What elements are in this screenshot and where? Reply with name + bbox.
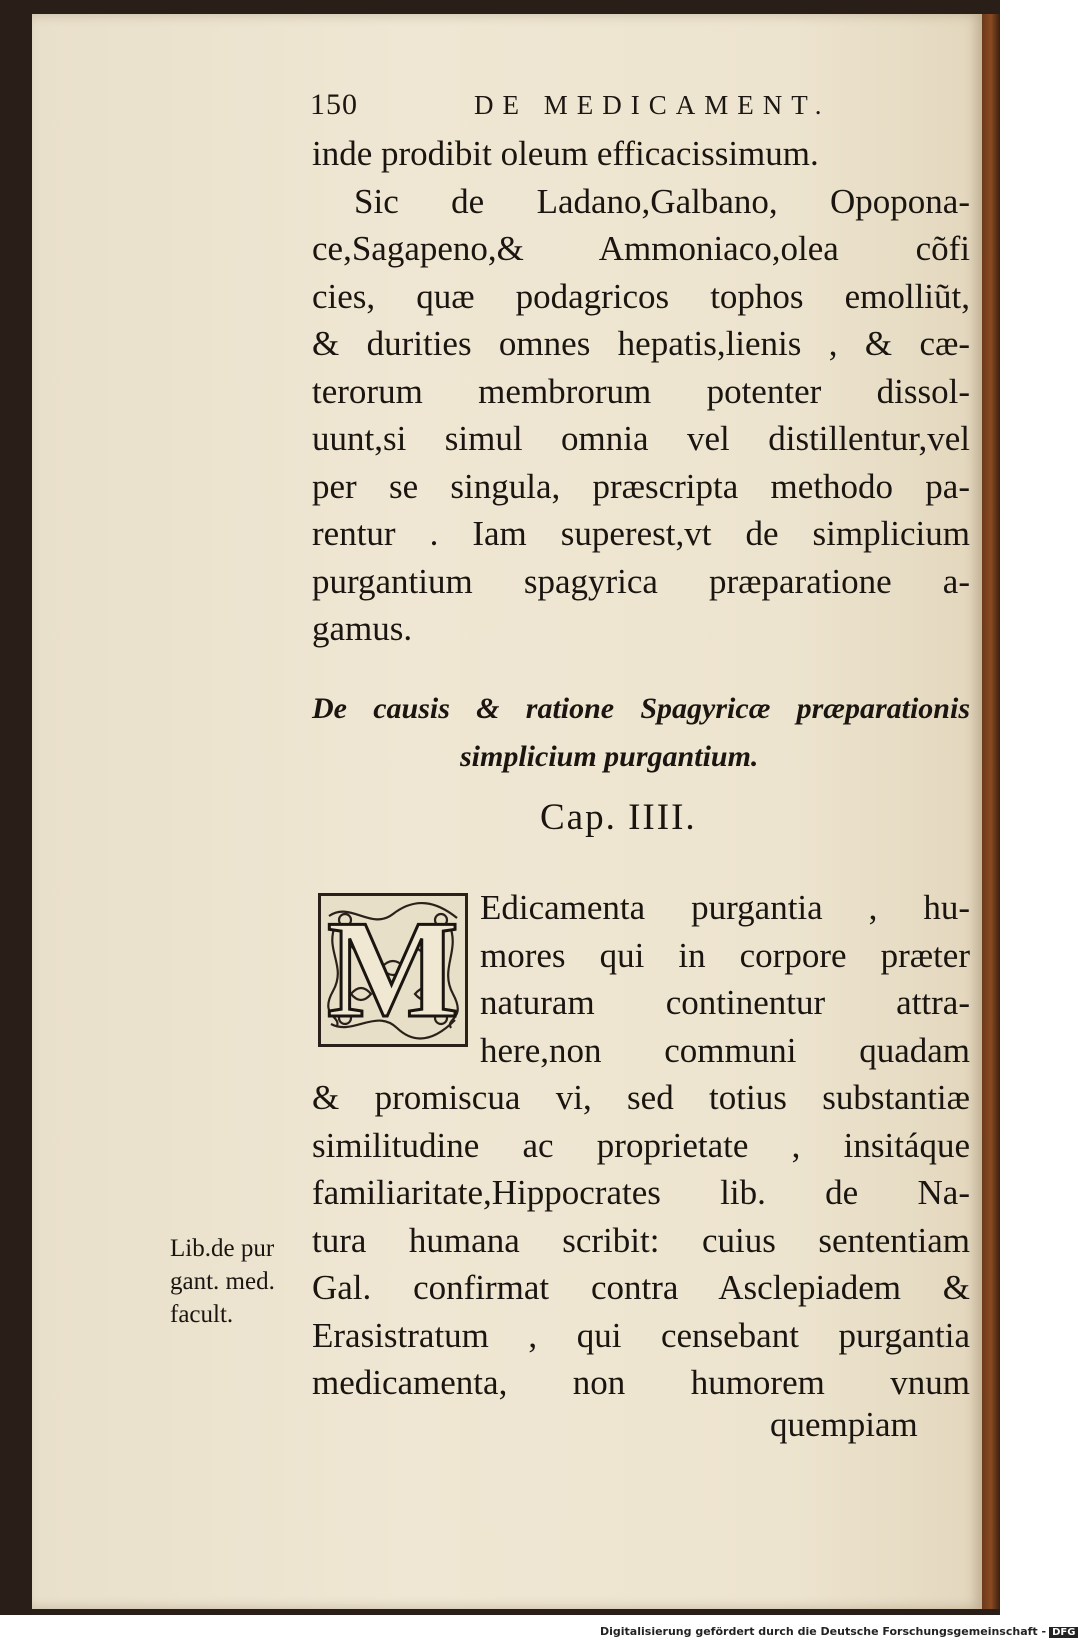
footer-text: Digitalisierung gefördert durch die Deutsche Forschungsgemeinschaft - [600,1625,1047,1638]
margin-note-line: gant. med. [170,1268,275,1295]
margin-note [170,1232,310,1331]
text-line: medicamenta, non humorem vnum [312,1363,970,1402]
page-header [310,88,850,128]
dfg-badge: DFG [1049,1627,1078,1638]
text-line: cies, quæ podagricos tophos emolliũt, [312,276,970,316]
text-line: rentur . Iam superest,vt de simplicium [312,514,970,553]
margin-note-line: facult. [170,1301,234,1328]
paragraph-2 [312,1074,970,1407]
text-line: & promiscua vi, sed totius substantiæ [312,1078,970,1117]
text-line: Edicamenta purgantia , hu- [480,888,970,927]
text-line: gamus. [312,609,413,648]
text-line: uunt,si simul omnia vel distillentur,vel [312,419,970,458]
text-line: inde prodibit oleum efficacissimum. [312,134,819,173]
text-line: ce,Sagapeno,& Ammoniaco,olea cõfi [312,229,970,268]
margin-note-line: Lib.de pur [170,1235,275,1262]
paragraph-2-beside-initial [480,884,970,1074]
chapter-title-line: simplicium purgantium. [460,740,759,773]
text-line: purgantium spagyrica præparatione a- [312,561,970,601]
chapter-number: Cap. IIII. [540,797,697,838]
text-line: mores qui in corpore præter [480,935,970,975]
catchword: quempiam [770,1405,918,1444]
chapter-title [312,685,970,781]
page-number: 150 [310,88,358,121]
text-line: here,non communi quadam [480,1030,970,1070]
text-line: terorum membrorum potenter dissol- [312,371,970,411]
text-line: Sic de Ladano,Galbano, Opoponа- [354,181,970,221]
chapter-title-line: De causis & ratione Spagyricæ præparationis [312,692,970,725]
text-line: per se singula, præscripta methodo pa- [312,466,970,506]
initial-letter: M [326,892,460,1047]
paragraph-1 [312,130,970,653]
text-line: similitudine ac proprietate , insitáque [312,1125,970,1165]
page-edge [982,14,1000,1609]
text-line: naturam continentur attra- [480,983,970,1022]
text-line: Gal. confirmat contra Asclepiadem & [312,1268,970,1307]
text-line: familiaritate,Hippocrates lib. de Na- [312,1173,970,1212]
funding-footer [600,1625,1076,1645]
text-line: tura humana scribit: cuius sententiam [312,1220,970,1260]
text-line: Erasistratum , qui censebant purgantia [312,1315,970,1355]
running-head: DE MEDICAMENT. [474,90,831,120]
text-line: & durities omnes hepatis,lienis , & cæ- [312,324,970,363]
decorated-initial [318,893,468,1047]
